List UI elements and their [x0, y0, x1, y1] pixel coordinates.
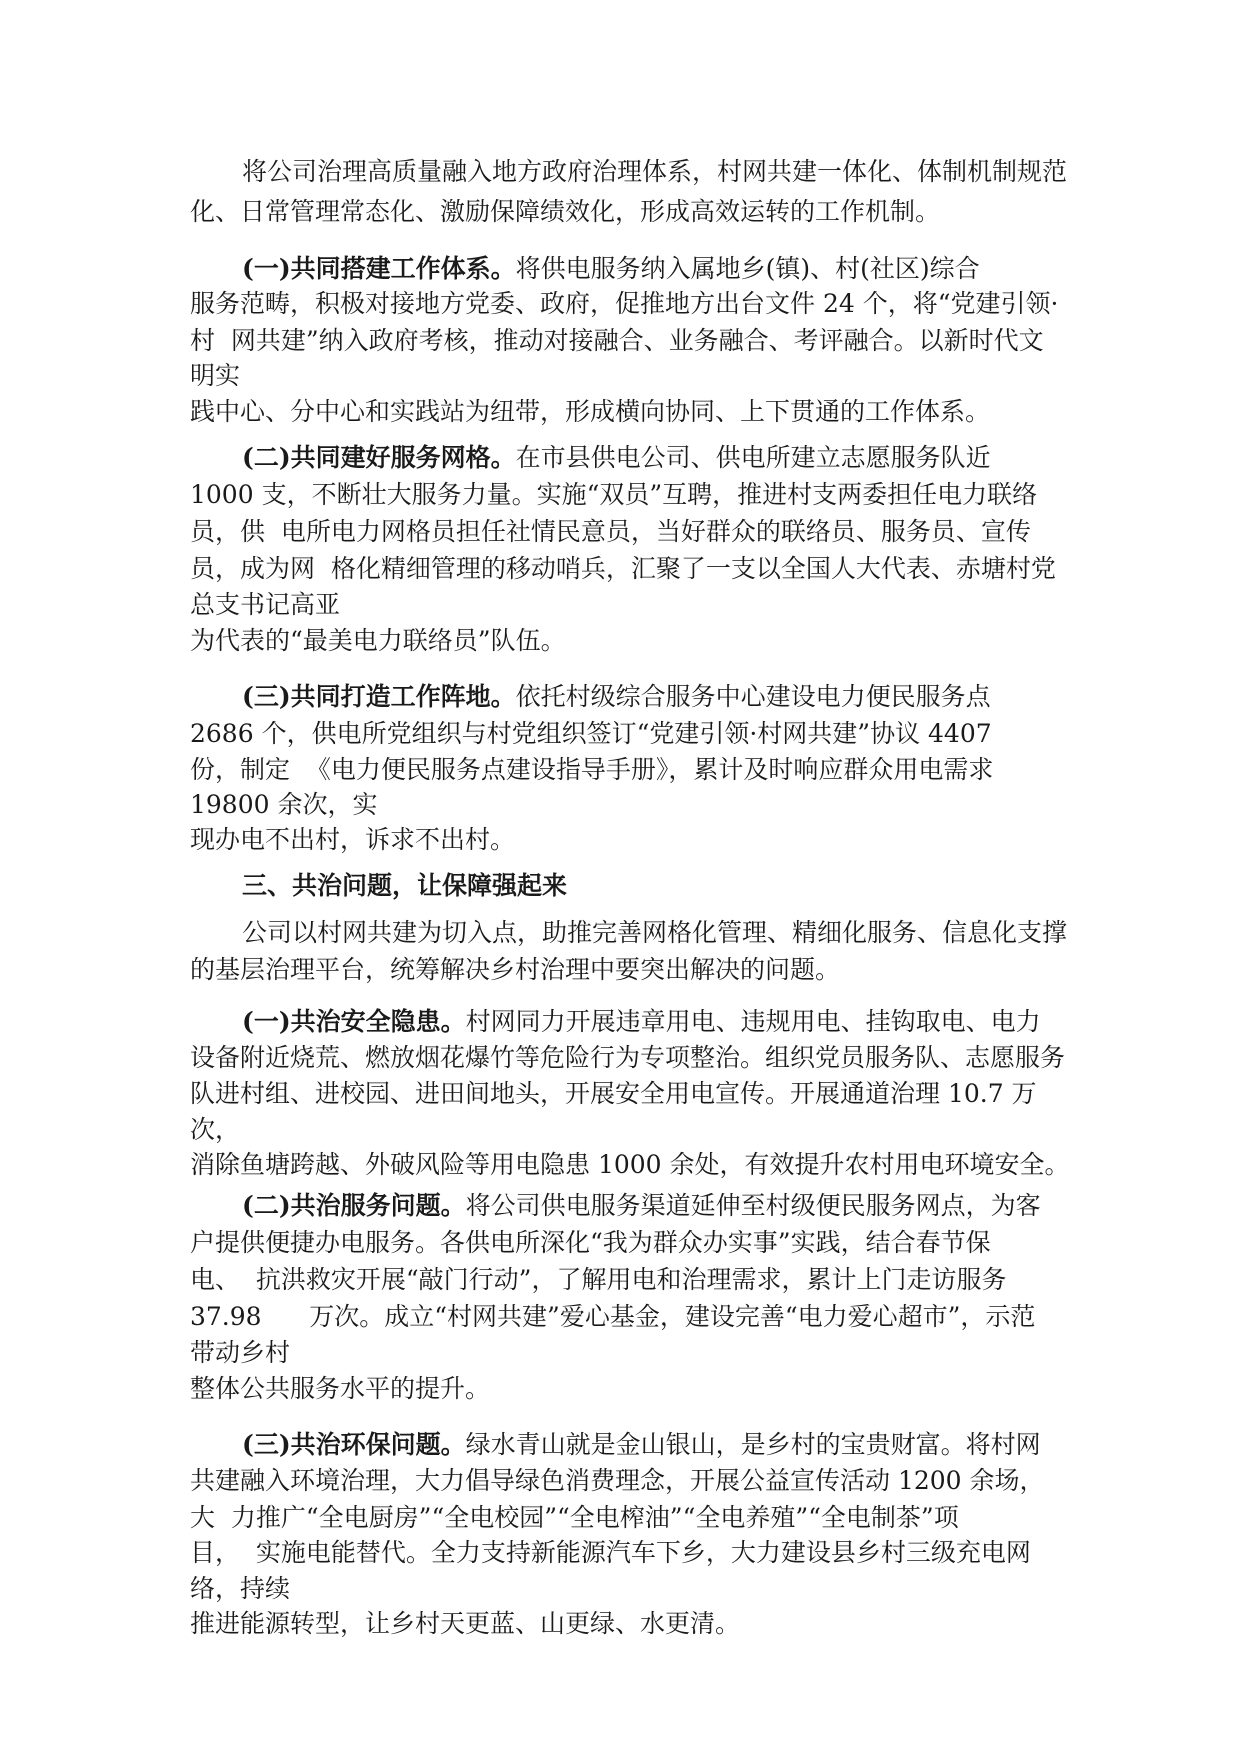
issue-2-line-6: 整体公共服务水平的提升。	[190, 1374, 491, 1403]
section-3-line-3: 份，制定 《电力便民服务点建设指导手册》，累计及时响应群众用电需求	[190, 755, 994, 784]
issue-1-line-2: 设备附近烧荒、燃放烟花爆竹等危险行为专项整治。组织党员服务队、志愿服务	[190, 1043, 1066, 1072]
section-3-line-5: 现办电不出村，诉求不出村。	[190, 825, 516, 854]
issue-2-first-line	[242, 1193, 1041, 1218]
issue-2-line-2: 户提供便捷办电服务。各供电所深化“我为群众办实事”实践，结合春节保	[190, 1228, 991, 1257]
section-3-heading: (三)共同打造工作阵地。	[242, 682, 516, 711]
issue-3-text: 绿水青山就是金山银山，是乡村的宝贵财富。将村网	[465, 1430, 1041, 1459]
issue-2-line-5: 带动乡村	[190, 1338, 291, 1367]
issue-3-line-6: 推进能源转型，让乡村天更蓝、山更绿、水更清。	[190, 1609, 741, 1638]
chapter-heading: 三、共治问题，让保障强起来	[242, 871, 568, 900]
section-1-line-3: 村 网共建”纳入政府考核，推动对接融合、业务融合、考评融合。以新时代文	[190, 326, 1044, 355]
issue-1-first-line	[242, 1009, 1041, 1034]
section-1-first-line	[242, 256, 980, 281]
section-1-line-5: 践中心、分中心和实践站为纽带，形成横向协同、上下贯通的工作体系。	[190, 397, 991, 426]
chapter-intro-line-1: 公司以村网共建为切入点，助推完善网格化管理、精细化服务、信息化支撑	[242, 918, 1068, 947]
section-1-line-4: 明实	[190, 361, 241, 390]
intro-line-1: 将公司治理高质量融入地方政府治理体系，村网共建一体化、体制机制规范	[242, 157, 1068, 186]
section-3-first-line	[242, 684, 991, 709]
section-2-line-3: 员，供 电所电力网格员担任社情民意员，当好群众的联络员、服务员、宣传	[190, 517, 1031, 546]
section-3-line-4: 19800 余次，实	[190, 790, 378, 819]
section-3-text: 依托村级综合服务中心建设电力便民服务点	[515, 682, 991, 711]
issue-3-line-5: 络，持续	[190, 1574, 291, 1603]
section-2-line-6: 为代表的“最美电力联络员”队伍。	[190, 626, 566, 655]
issue-1-line-5: 消除鱼塘跨越、外破风险等用电隐患 1000 余处，有效提升农村用电环境安全。	[190, 1150, 1070, 1179]
chapter-intro-line-2: 的基层治理平台，统筹解决乡村治理中要突出解决的问题。	[190, 955, 841, 984]
issue-2-text: 将公司供电服务渠道延伸至村级便民服务网点，为客	[465, 1191, 1041, 1220]
section-1-line-2: 服务范畴，积极对接地方党委、政府，促推地方出台文件 24 个，将“党建引领·	[190, 289, 1059, 318]
issue-3-line-4: 目， 实施电能替代。全力支持新能源汽车下乡，大力建设县乡村三级充电网	[190, 1538, 1031, 1567]
issue-1-heading: (一)共治安全隐患。	[242, 1007, 466, 1036]
issue-2-line-4: 37.98 万次。成立“村网共建”爱心基金，建设完善“电力爱心超市”，示范	[190, 1302, 1036, 1331]
issue-3-line-3: 大 力推广“全电厨房”“全电校园”“全电榨油”“全电养殖”“全电制茶”项	[190, 1503, 959, 1532]
issue-3-first-line	[242, 1432, 1041, 1457]
issue-3-line-2: 共建融入环境治理，大力倡导绿色消费理念，开展公益宣传活动 1200 余场，	[190, 1466, 1045, 1495]
issue-1-line-4: 次，	[190, 1115, 241, 1144]
section-1-text: 将供电服务纳入属地乡(镇)、村(社区)综合	[515, 254, 980, 283]
section-2-line-5: 总支书记高亚	[190, 590, 341, 619]
section-3-line-2: 2686 个，供电所党组织与村党组织签订“党建引领·村网共建”协议 4407	[190, 719, 992, 748]
issue-2-heading: (二)共治服务问题。	[242, 1191, 466, 1220]
section-2-line-2: 1000 支，不断壮大服务力量。实施“双员”互聘，推进村支两委担任电力联络	[190, 480, 1038, 509]
section-1-heading: (一)共同搭建工作体系。	[242, 254, 516, 283]
issue-3-heading: (三)共治环保问题。	[242, 1430, 466, 1459]
section-2-heading: (二)共同建好服务网格。	[242, 443, 516, 472]
issue-2-line-3: 电、 抗洪救灾开展“敲门行动”，了解用电和治理需求，累计上门走访服务	[190, 1265, 1007, 1294]
intro-line-2: 化、日常管理常态化、激励保障绩效化，形成高效运转的工作机制。	[190, 197, 941, 226]
issue-1-text: 村网同力开展违章用电、违规用电、挂钩取电、电力	[465, 1007, 1041, 1036]
section-2-text: 在市县供电公司、供电所建立志愿服务队近	[515, 443, 991, 472]
section-2-line-4: 员，成为网 格化精细管理的移动哨兵，汇聚了一支以全国人大代表、赤塘村党	[190, 554, 1056, 583]
issue-1-line-3: 队进村组、进校园、进田间地头，开展安全用电宣传。开展通道治理 10.7 万	[190, 1079, 1037, 1108]
section-2-first-line	[242, 445, 991, 470]
